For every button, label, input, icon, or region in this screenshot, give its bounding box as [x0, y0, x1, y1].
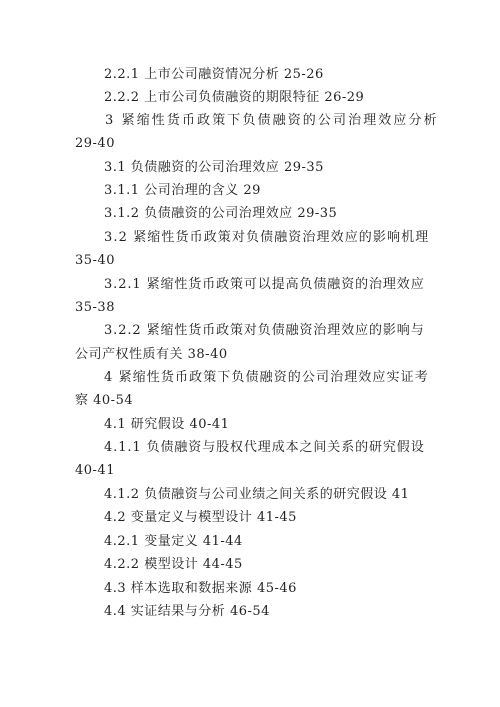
- toc-line: 4.2 变量定义与模型设计 41-45: [104, 510, 297, 525]
- toc-line: 3.2.1 紧缩性货币政策可以提高负债融资的治理效应: [104, 277, 425, 292]
- toc-line: 35-38: [75, 300, 115, 315]
- toc-line: 40-41: [75, 463, 115, 478]
- toc-line: 察 40-54: [75, 393, 134, 408]
- toc-line: 2.2.2 上市公司负债融资的期限特征 26-29: [104, 90, 365, 105]
- toc-line: 3 紧缩性货币政策下负债融资的公司治理效应分析: [105, 113, 439, 128]
- toc-line: 3.2.2 紧缩性货币政策对负债融资治理效应的影响与: [104, 323, 425, 338]
- toc-line: 4.1 研究假设 40-41: [104, 417, 230, 432]
- toc-line: 35-40: [75, 253, 115, 268]
- toc-line: 3.1 负债融资的公司治理效应 29-35: [104, 160, 324, 175]
- toc-line: 4.4 实证结果与分析 46-54: [104, 604, 270, 619]
- toc-line: 4.2.2 模型设计 44-45: [104, 557, 243, 572]
- toc-line: 2.2.1 上市公司融资情况分析 25-26: [104, 67, 324, 82]
- toc-line: 4.2.1 变量定义 41-44: [104, 534, 243, 549]
- toc-line: 3.1.1 公司治理的含义 29: [104, 183, 261, 198]
- toc-line: 4.1.2 负债融资与公司业绩之间关系的研究假设 41: [104, 487, 410, 502]
- toc-line: 3.2 紧缩性货币政策对负债融资治理效应的影响机理: [104, 230, 430, 245]
- toc-line: 3.1.2 负债融资的公司治理效应 29-35: [104, 206, 338, 221]
- toc-line: 4 紧缩性货币政策下负债融资的公司治理效应实证考: [104, 370, 429, 385]
- toc-line: 公司产权性质有关 38-40: [75, 347, 228, 362]
- toc-line: 4.3 样本选取和数据来源 45-46: [104, 581, 297, 596]
- toc-line: 29-40: [75, 136, 115, 151]
- toc-line: 4.1.1 负债融资与股权代理成本之间关系的研究假设: [104, 440, 425, 455]
